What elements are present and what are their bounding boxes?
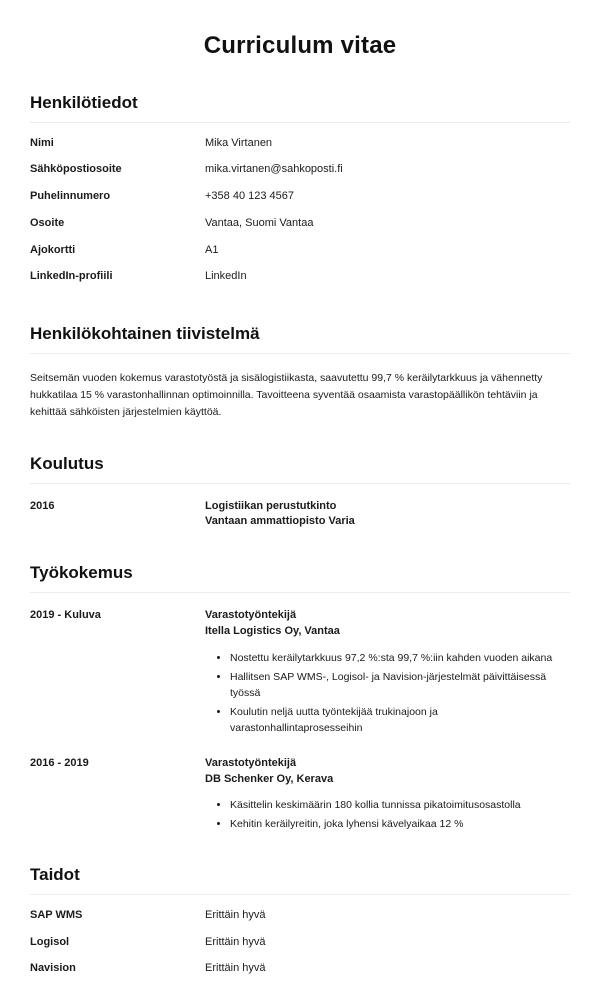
job-body	[205, 756, 570, 833]
skill-row-logisol	[30, 929, 570, 956]
skills-rows	[30, 902, 570, 982]
personal-heading: Henkilötiedot	[30, 93, 570, 123]
job-title: Varastotyöntekijä	[205, 609, 297, 622]
skill-name: Navision	[30, 962, 76, 975]
job-period: 2016 - 2019	[30, 756, 89, 769]
info-label: Sähköpostiosoite	[30, 163, 122, 176]
info-label: Puhelinnumero	[30, 190, 111, 202]
skill-level: Erittäin hyvä	[205, 908, 266, 921]
info-row-name	[30, 130, 570, 157]
personal-rows	[30, 130, 570, 291]
section-education	[30, 454, 570, 531]
info-row-license	[30, 237, 570, 264]
experience-entry-current	[30, 608, 570, 736]
education-period: 2016	[30, 499, 55, 512]
section-experience	[30, 563, 570, 832]
info-row-email	[30, 157, 570, 184]
skill-level: Erittäin hyvä	[205, 962, 266, 975]
job-company: Itella Logistics Oy, Vantaa	[205, 625, 340, 638]
info-row-linkedin	[30, 264, 570, 291]
job-achievement: • Nostettu keräilytarkkuus 97,2 %:sta 99,7 %:iin kahden vuoden aikana	[230, 650, 570, 666]
experience-entry-previous	[30, 756, 570, 833]
section-summary	[30, 324, 570, 421]
skill-level: Erittäin hyvä	[205, 935, 266, 948]
info-label: Nimi	[30, 136, 54, 149]
education-degree: Logistiikan perustutkinto	[205, 499, 337, 512]
skill-row-sap-wms	[30, 902, 570, 929]
skill-name: Logisol	[30, 935, 70, 948]
info-row-address	[30, 210, 570, 237]
info-label: Osoite	[30, 216, 65, 229]
info-value: mika.virtanen@sahkoposti.fi	[205, 163, 343, 176]
job-title: Varastotyöntekijä	[205, 756, 297, 769]
skill-name: SAP WMS	[30, 908, 83, 921]
job-achievement: • Hallitsen SAP WMS-, Logisol- ja Navision-järjestelmät päivittäisessä työssä	[230, 669, 570, 702]
job-company: DB Schenker Oy, Kerava	[205, 772, 334, 785]
education-entry	[30, 499, 570, 531]
job-achievements	[205, 797, 570, 832]
experience-heading: Työkokemus	[30, 563, 570, 593]
info-label: LinkedIn-profiili	[30, 270, 113, 283]
info-value: A1	[205, 243, 219, 256]
job-achievement: • Käsittelin keskimäärin 180 kollia tunnissa pikatoimitusosastolla	[230, 797, 570, 813]
job-period: 2019 - Kuluva	[30, 609, 101, 622]
info-label: Ajokortti	[30, 243, 76, 256]
cv-page	[0, 32, 600, 975]
summary-text: Seitsemän vuoden kokemus varastotyöstä ja sisälogistiikasta, saavutettu 99,7 % keräilytarkkuus ja vähennetty hukkatilaa 15 % varastonhallinnan optimoinnilla. Tavoitteena syventää osaamista varastopäällikön tehtäviin ja kehittää sähköisten järjestelmien käyttöä.	[30, 371, 543, 418]
section-personal	[30, 93, 570, 291]
education-body	[205, 499, 570, 531]
summary-heading: Henkilökohtainen tiivistelmä	[30, 324, 570, 354]
job-achievements	[205, 650, 570, 736]
page-title: Curriculum vitae	[203, 32, 397, 59]
info-value: Vantaa, Suomi Vantaa	[205, 216, 314, 229]
info-value: +358 40 123 4567	[205, 190, 295, 202]
job-achievement: • Kehitin keräilyreitin, joka lyhensi kävelyaikaa 12 %	[230, 816, 570, 832]
section-skills	[30, 865, 570, 982]
info-value: Mika Virtanen	[205, 136, 273, 149]
education-heading: Koulutus	[30, 454, 570, 484]
education-school: Vantaan ammattiopisto Varia	[205, 515, 355, 528]
skill-row-navision	[30, 956, 570, 983]
info-value: LinkedIn	[205, 270, 247, 283]
job-body	[205, 608, 570, 736]
skills-heading: Taidot	[30, 865, 570, 895]
info-row-phone	[30, 184, 570, 211]
job-achievement: • Koulutin neljä uutta työntekijää trukinajoon ja varastonhallintaprosesseihin	[230, 704, 570, 737]
